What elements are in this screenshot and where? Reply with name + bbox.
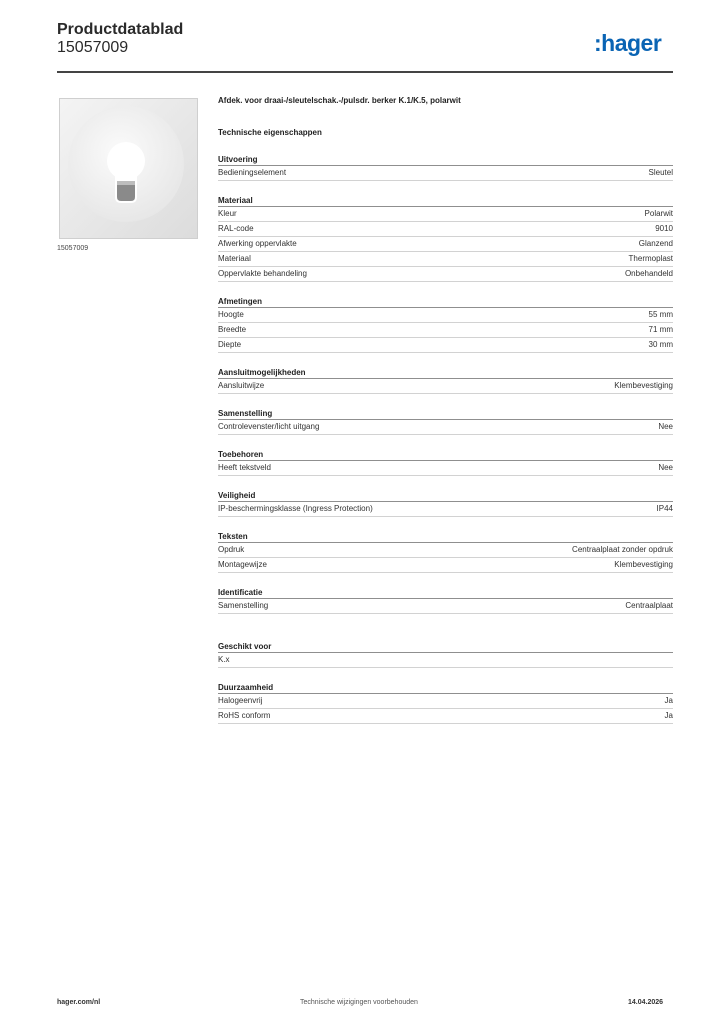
- section-title: Teksten: [218, 531, 673, 543]
- spec-label: Halogeenvrij: [218, 696, 263, 705]
- header-divider: [57, 71, 673, 73]
- spec-row: [218, 207, 673, 222]
- spec-label: Aansluitwijze: [218, 381, 265, 390]
- spec-value: Onbehandeld: [624, 269, 673, 278]
- image-caption: 15057009: [57, 245, 89, 252]
- section-title: Identificatie: [218, 587, 673, 599]
- spec-label: Heeft tekstveld: [218, 463, 271, 472]
- footer-website: hager.com/nl: [57, 999, 101, 1006]
- spec-row: [218, 709, 673, 724]
- spec-value: Centraalplaat: [625, 601, 673, 610]
- spec-row: [218, 222, 673, 237]
- spec-value: Thermoplast: [628, 254, 673, 263]
- spec-value: 71 mm: [648, 325, 673, 334]
- spec-row: [218, 599, 673, 614]
- spec-label: Controlevenster/licht uitgang: [218, 422, 320, 431]
- section-title: Afmetingen: [218, 296, 673, 308]
- spec-value: IP44: [656, 504, 673, 513]
- spec-label: Oppervlakte behandeling: [218, 269, 307, 278]
- spec-row: [218, 252, 673, 267]
- spec-section: [218, 490, 673, 517]
- product-number: 15057009: [57, 39, 129, 56]
- spec-row: [218, 461, 673, 476]
- spec-sections: [218, 154, 673, 724]
- spec-row: [218, 308, 673, 323]
- spec-value: Glanzend: [638, 239, 673, 248]
- keyhole-cover-plate-icon: [60, 99, 197, 238]
- spec-value: Nee: [658, 463, 673, 472]
- spec-row: [218, 543, 673, 558]
- spec-row: [218, 420, 673, 435]
- spec-value: Klembevestiging: [614, 381, 673, 390]
- spec-value: Polarwit: [644, 209, 673, 218]
- spec-section: [218, 449, 673, 476]
- product-image: [59, 98, 198, 239]
- spec-row: [218, 653, 673, 668]
- spec-label: RAL-code: [218, 224, 254, 233]
- spec-section: [218, 587, 673, 614]
- spec-section: [218, 195, 673, 282]
- spec-row: [218, 166, 673, 181]
- spec-label: Hoogte: [218, 310, 244, 319]
- section-title: Aansluitmogelijkheden: [218, 367, 673, 379]
- section-title: Duurzaamheid: [218, 682, 673, 694]
- spec-row: [218, 502, 673, 517]
- spec-value: Sleutel: [648, 168, 673, 177]
- technical-properties-heading: Technische eigenschappen: [218, 128, 322, 137]
- spec-label: Diepte: [218, 340, 242, 349]
- spec-label: K.x: [218, 655, 230, 664]
- spec-label: Opdruk: [218, 545, 245, 554]
- spec-label: Montagewijze: [218, 560, 267, 569]
- spec-row: [218, 237, 673, 252]
- spec-row: [218, 694, 673, 709]
- spec-section: [218, 367, 673, 394]
- spec-value: 30 mm: [648, 340, 673, 349]
- spec-label: Samenstelling: [218, 601, 269, 610]
- section-title: Materiaal: [218, 195, 673, 207]
- spec-value: Ja: [664, 711, 673, 720]
- spec-row: [218, 323, 673, 338]
- spec-row: [218, 338, 673, 353]
- spec-section: [218, 408, 673, 435]
- spec-label: Materiaal: [218, 254, 251, 263]
- product-description: Afdek. voor draai-/sleutelschak.-/pulsdr. berker K.1/K.5, polarwit: [218, 96, 461, 105]
- section-title: Veiligheid: [218, 490, 673, 502]
- spec-value: 9010: [655, 224, 673, 233]
- section-title: Geschikt voor: [218, 641, 673, 653]
- spec-section: [218, 296, 673, 353]
- footer-date: 14.04.2026: [628, 999, 664, 1006]
- spec-section: [218, 682, 673, 724]
- section-title: Samenstelling: [218, 408, 673, 420]
- spec-row: [218, 379, 673, 394]
- page-title: Productdatablad: [57, 21, 184, 38]
- spec-section: [218, 641, 673, 668]
- spec-table: [218, 96, 673, 724]
- footer-disclaimer: Technische wijzigingen voorbehouden: [300, 999, 418, 1006]
- spec-label: IP-beschermingsklasse (Ingress Protection): [218, 504, 373, 513]
- spec-value: Centraalplaat zonder opdruk: [572, 545, 673, 554]
- section-title: Toebehoren: [218, 449, 673, 461]
- spec-section: [218, 531, 673, 573]
- spec-label: Kleur: [218, 209, 237, 218]
- spec-value: Nee: [658, 422, 673, 431]
- hager-logo: :hager: [594, 30, 662, 56]
- spec-section: [218, 154, 673, 181]
- section-title: Uitvoering: [218, 154, 673, 166]
- spec-label: Breedte: [218, 325, 247, 334]
- spec-label: Bedieningselement: [218, 168, 287, 177]
- spec-value: Ja: [664, 696, 673, 705]
- spec-row: [218, 267, 673, 282]
- spec-label: RoHS conform: [218, 711, 271, 720]
- spec-value: 55 mm: [648, 310, 673, 319]
- spec-value: Klembevestiging: [614, 560, 673, 569]
- spec-label: Afwerking oppervlakte: [218, 239, 297, 248]
- spec-row: [218, 558, 673, 573]
